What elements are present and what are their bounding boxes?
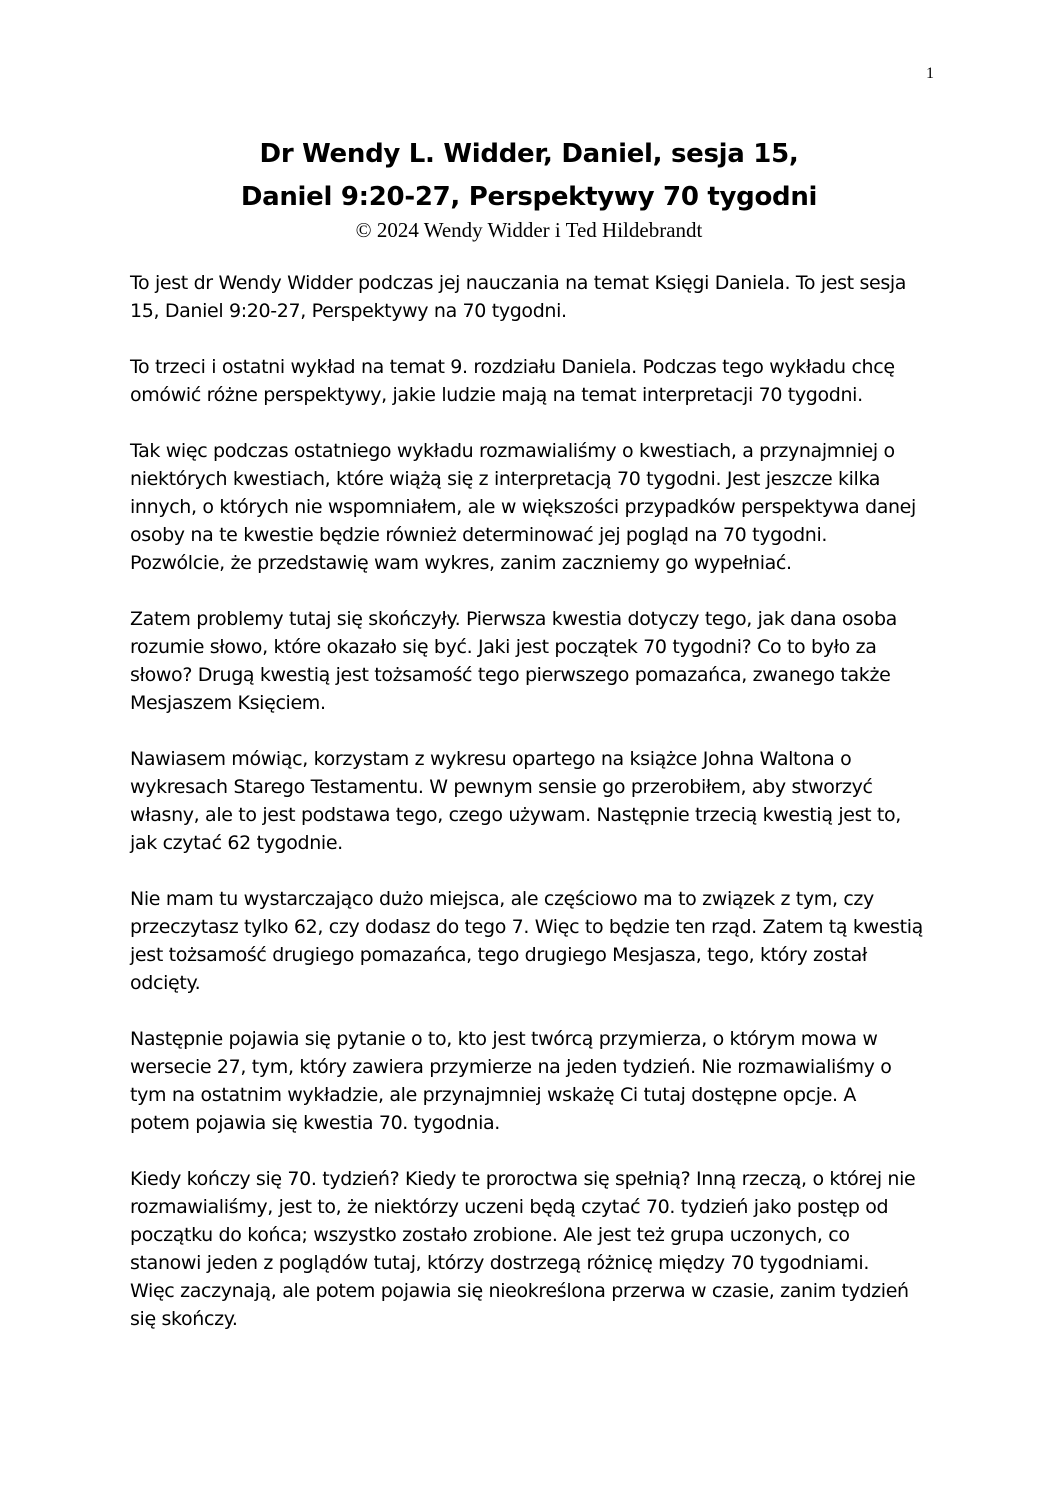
text-line: Nie mam tu wystarczająco dużo miejsca, ale częściowo ma to związek z tym, czy [130, 888, 874, 910]
text-line: niektórych kwestiach, które wiążą się z interpretacją 70 tygodni. Jest jeszcze kilka [130, 468, 881, 490]
text-line: tym na ostatnim wykładzie, ale przynajmniej wskażę Ci tutaj dostępne opcje. A [130, 1084, 857, 1106]
title-line-1: Dr Wendy L. Widder, Daniel, sesja 15, [259, 139, 799, 169]
text-line: jak czytać 62 tygodnie. [130, 832, 343, 854]
page-number: 1 [926, 65, 934, 82]
text-line: potem pojawia się kwestia 70. tygodnia. [130, 1112, 500, 1134]
text-line: własny, ale to jest podstawa tego, czego używam. Następnie trzecią kwestią jest to, [130, 804, 901, 826]
document-body [130, 269, 930, 1361]
title-line-2: Daniel 9:20-27, Perspektywy 70 tygodni [240, 182, 818, 212]
paragraph [130, 1165, 930, 1333]
paragraph [130, 269, 930, 325]
text-line: słowo? Drugą kwestią jest tożsamość tego pierwszego pomazańca, zwanego także [130, 664, 891, 686]
paragraph [130, 605, 930, 717]
text-line: wersecie 27, tym, który zawiera przymierze na jeden tydzień. Nie rozmawialiśmy o [130, 1056, 892, 1078]
text-line: jest tożsamość drugiego pomazańca, tego drugiego Mesjasza, tego, który został [130, 944, 867, 966]
text-line: Następnie pojawia się pytanie o to, kto jest twórcą przymierza, o którym mowa w [130, 1028, 878, 1050]
text-line: Więc zaczynają, ale potem pojawia się nieokreślona przerwa w czasie, zanim tydzień [130, 1280, 909, 1302]
text-line: początku do końca; wszystko zostało zrobione. Ale jest też grupa uczonych, co [130, 1224, 850, 1246]
text-line: To jest dr Wendy Widder podczas jej nauczania na temat Księgi Daniela. To jest sesja [130, 272, 907, 294]
text-line: stanowi jeden z poglądów tutaj, którzy dostrzegą różnicę między 70 tygodniami. [130, 1252, 870, 1274]
document-header [120, 133, 938, 243]
text-line: 15, Daniel 9:20-27, Perspektywy na 70 tygodni. [130, 300, 567, 322]
text-line: To trzeci i ostatni wykład na temat 9. rozdziału Daniela. Podczas tego wykładu chcę [130, 356, 895, 378]
text-line: rozumie słowo, które okazało się być. Jaki jest początek 70 tygodni? Co to było za [130, 636, 877, 658]
text-line: się skończy. [130, 1308, 238, 1330]
paragraph [130, 353, 930, 409]
paragraph [130, 745, 930, 857]
text-line: rozmawialiśmy, jest to, że niektórzy uczeni będą czytać 70. tydzień jako postęp od [130, 1196, 889, 1218]
text-line: Kiedy kończy się 70. tydzień? Kiedy te proroctwa się spełnią? Inną rzeczą, o której nie [130, 1168, 916, 1190]
text-line: Mesjaszem Księciem. [130, 692, 326, 714]
text-line: innych, o których nie wspomniałem, ale w większości przypadków perspektywa danej [130, 496, 916, 518]
text-line: Tak więc podczas ostatniego wykładu rozmawialiśmy o kwestiach, a przynajmniej o [130, 440, 895, 462]
text-line: Pozwólcie, że przedstawię wam wykres, zanim zaczniemy go wypełniać. [130, 552, 792, 574]
text-line: Zatem problemy tutaj się skończyły. Pierwsza kwestia dotyczy tego, jak dana osoba [130, 608, 897, 630]
paragraph [130, 1025, 930, 1137]
text-line: przeczytasz tylko 62, czy dodasz do tego 7. Więc to będzie ten rząd. Zatem tą kwestią [130, 916, 923, 938]
text-line: omówić różne perspektywy, jakie ludzie mają na temat interpretacji 70 tygodni. [130, 384, 863, 406]
paragraph [130, 885, 930, 997]
text-line: wykresach Starego Testamentu. W pewnym sensie go przerobiłem, aby stworzyć [130, 776, 873, 798]
text-line: osoby na te kwestie będzie również determinować jej pogląd na 70 tygodni. [130, 524, 828, 546]
paragraph [130, 437, 930, 577]
text-line: Nawiasem mówiąc, korzystam z wykresu opartego na książce Johna Waltona o [130, 748, 852, 770]
text-line: odcięty. [130, 972, 201, 994]
copyright-notice: © 2024 Wendy Widder i Ted Hildebrandt [355, 218, 703, 242]
